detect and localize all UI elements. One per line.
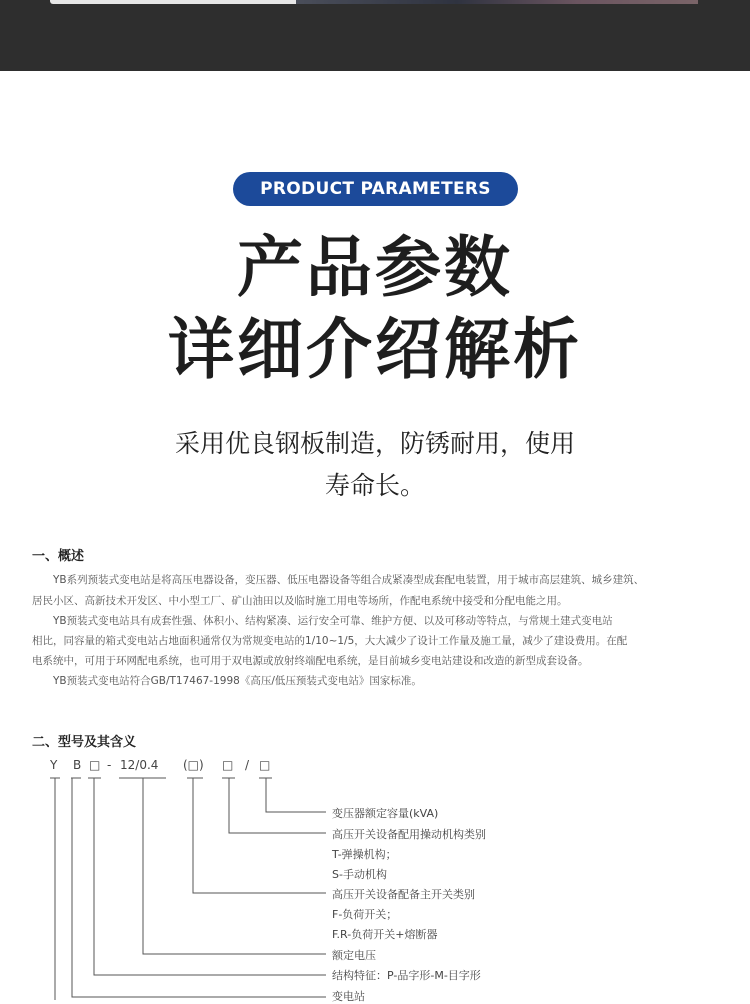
model-code-part: 12/0.4 — [120, 758, 159, 772]
overview-line: 相比，同容量的箱式变电站占地面积通常仅为常规变电站的1/10~1/5，大大减少了设计工作量及施工量，减少了建设费用。在配 — [32, 635, 628, 647]
overview-line: 电系统中，可用于环网配电系统，也可用于双电源或放射终端配电系统，是目前城乡变电站建设和改造的新型成套设备。 — [32, 655, 589, 667]
model-code-part: □ — [222, 758, 234, 772]
model-code-part: - — [107, 758, 112, 772]
model-code-part: / — [245, 758, 250, 772]
model-label: S-手动机构 — [332, 868, 387, 881]
subtitle-line-2: 寿命长。 — [324, 471, 425, 500]
page-title-line-1: 产品参数 — [237, 229, 513, 306]
model-code-part: □ — [259, 758, 271, 772]
model-label: 变压器额定容量(kVA) — [332, 807, 439, 820]
overview-line: 居民小区、高新技术开发区、中小型工厂、矿山油田以及临时施工用电等场所，作配电系统中接受和分配电能之用。 — [32, 595, 568, 607]
model-label: F.R-负荷开关+熔断器 — [332, 928, 438, 941]
model-code-part: (□) — [183, 758, 204, 772]
model-code-part: B — [73, 758, 82, 772]
overview-line: YB预装式变电站具有成套性强、体积小、结构紧凑、运行安全可靠、维护方便、以及可移动等特点，与常规土建式变电站 — [32, 615, 613, 627]
model-label: 变电站 — [332, 990, 365, 1003]
section-badge: PRODUCT PARAMETERS — [233, 172, 518, 206]
subtitle-line-1: 采用优良钢板制造，防锈耐用，使用 — [174, 429, 575, 458]
model-code-part: Y — [50, 758, 58, 772]
model-code-part: □ — [89, 758, 101, 772]
model-label: 高压开关设备配用操动机构类别 — [332, 828, 486, 841]
page-title-line-2: 详细介绍解析 — [168, 311, 582, 388]
overview-line: YB系列预装式变电站是将高压电器设备，变压器、低压电器设备等组合成紧凑型成套配电装置，用于城市高层建筑、城乡建筑、 — [32, 574, 645, 586]
section-heading-model: 二、型号及其含义 — [32, 735, 137, 750]
model-label: 额定电压 — [332, 949, 376, 962]
model-label: T-弹操机构； — [332, 848, 397, 861]
section-heading-overview: 一、概述 — [32, 549, 85, 564]
model-label: F-负荷开关； — [332, 908, 398, 921]
model-label: 高压开关设备配备主开关类别 — [332, 888, 475, 901]
overview-line: YB预装式变电站符合GB/T17467-1998《高压/低压预装式变电站》国家标准。 — [32, 675, 422, 687]
model-label: 结构特征：P-品字形-M-目字形 — [332, 969, 481, 982]
